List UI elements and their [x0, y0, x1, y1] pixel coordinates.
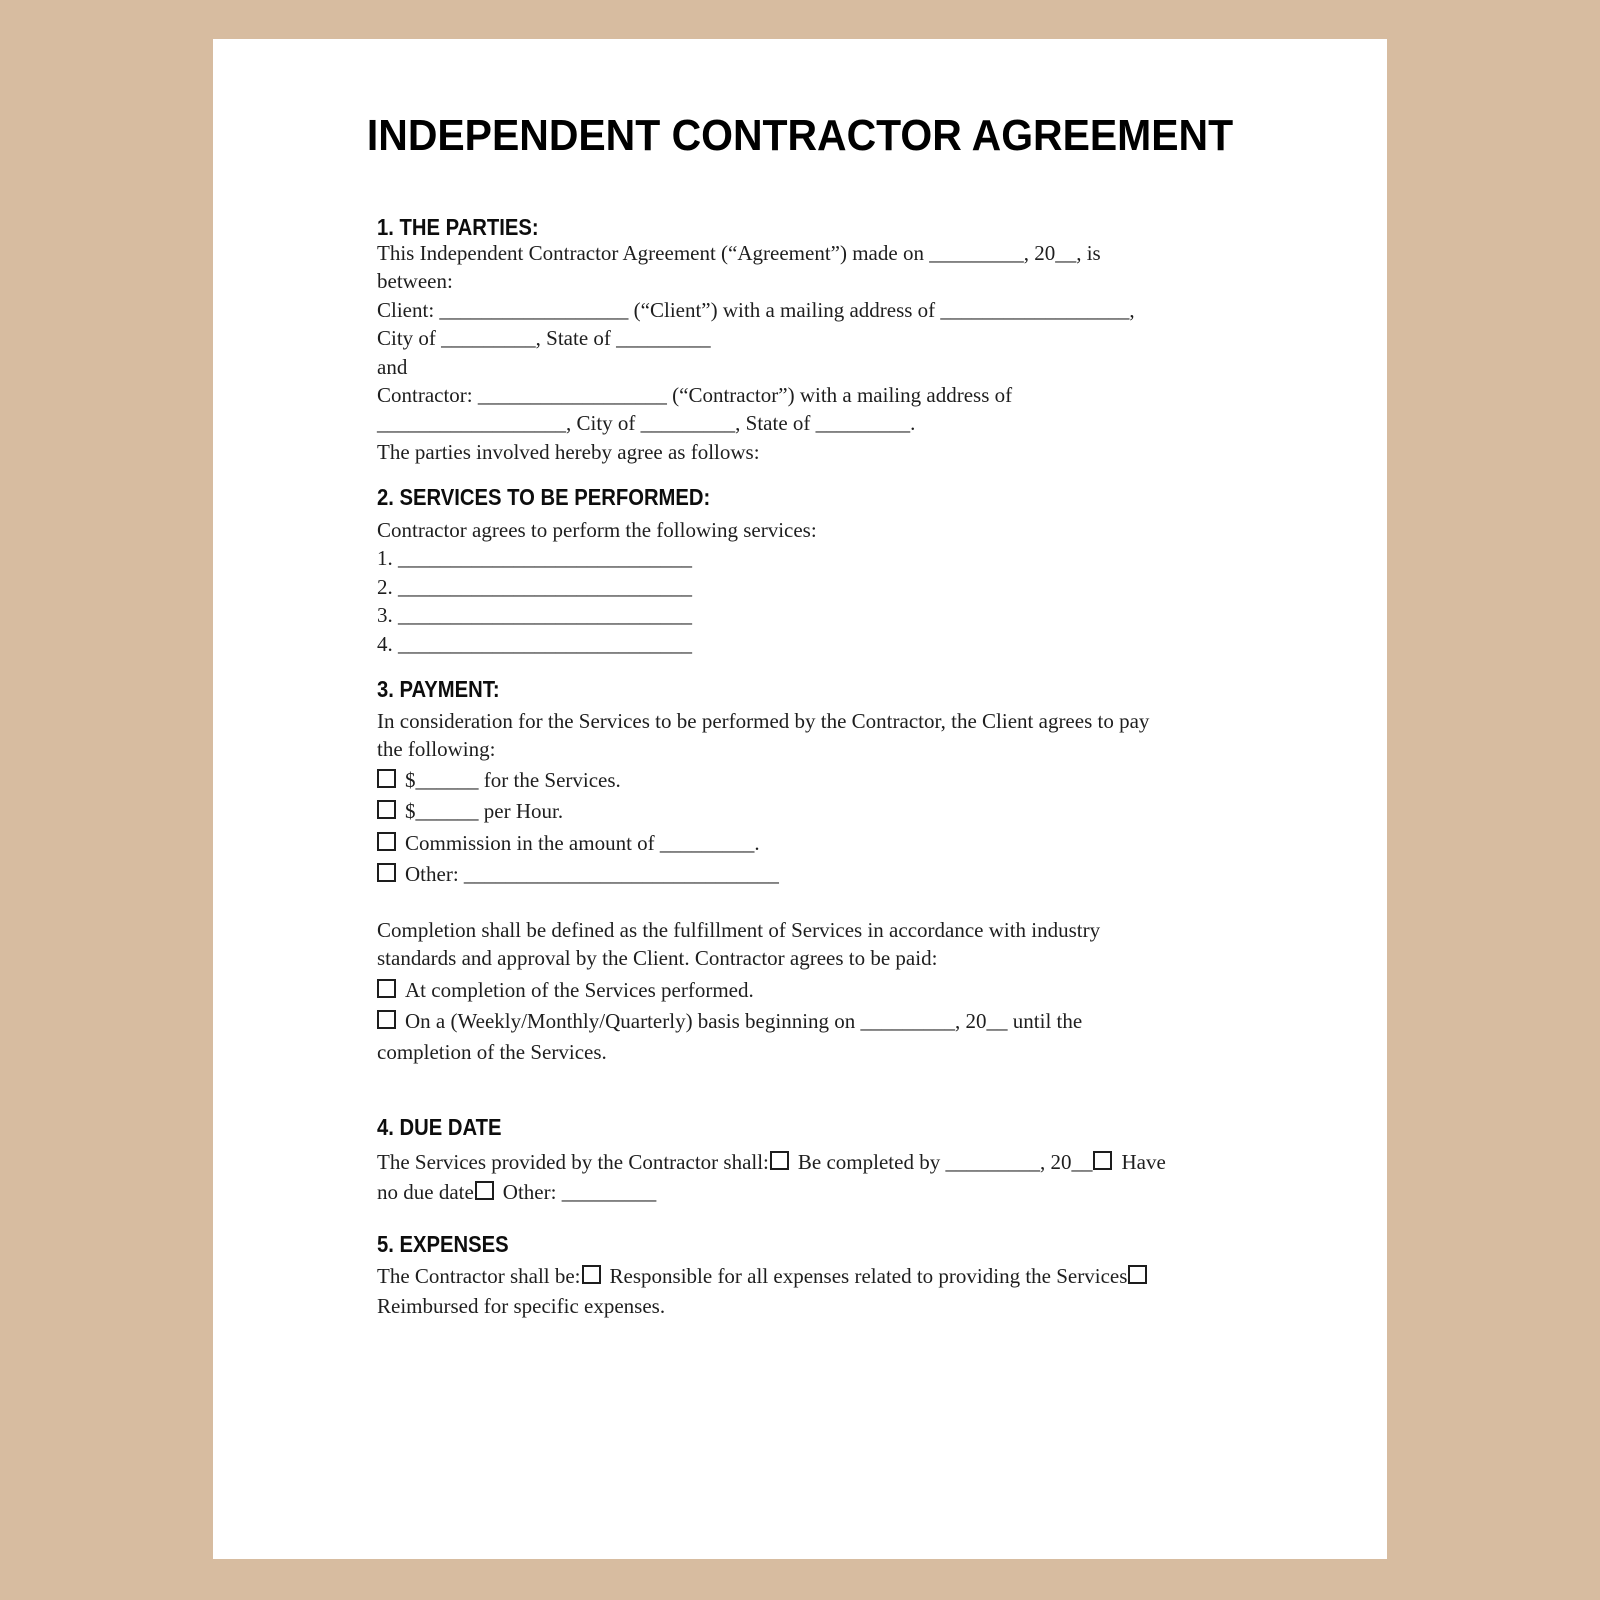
text-line: Contractor agrees to perform the following services:	[377, 518, 817, 542]
parties-heading: 1. THE PARTIES:	[377, 214, 539, 240]
payment-intro	[377, 707, 1207, 764]
text-segment: Responsible for all expenses related to providing the Services	[609, 1264, 1128, 1288]
text-line	[377, 1262, 1207, 1292]
text-segment: The Services provided by the Contractor shall:	[377, 1150, 769, 1174]
text-line: the following:	[377, 737, 496, 762]
text-line	[377, 1148, 1207, 1178]
completion-option-label: At completion of the Services performed.	[405, 978, 754, 1002]
payment-heading: 3. PAYMENT:	[377, 676, 500, 702]
payment-option	[377, 796, 1207, 827]
completion-option	[377, 975, 1207, 1006]
payment-completion-options	[377, 975, 1207, 1067]
text-line: The parties involved hereby agree as follows:	[377, 439, 760, 464]
service-blank-line: 4. ____________________________	[377, 631, 692, 656]
due-date-paragraph	[377, 1148, 1207, 1207]
text-segment: The Contractor shall be:	[377, 1264, 581, 1288]
services-paragraph	[377, 516, 1207, 658]
payment-options	[377, 765, 1207, 890]
checkbox-icon	[770, 1151, 789, 1170]
text-line	[377, 1178, 1207, 1208]
payment-option-label: Other: ______________________________	[405, 861, 779, 886]
text-line: In consideration for the Services to be performed by the Contractor, the Client agrees to pay	[377, 709, 1150, 733]
text-segment: Other: _________	[502, 1179, 657, 1204]
payment-completion-paragraph	[377, 916, 1207, 973]
completion-option	[377, 1006, 1207, 1037]
service-blank-line: 1. ____________________________	[377, 546, 692, 571]
services-heading: 2. SERVICES TO BE PERFORMED:	[377, 484, 711, 510]
text-segment: Be completed by _________, 20__	[797, 1150, 1093, 1174]
text-segment: Have	[1121, 1150, 1166, 1174]
checkbox-icon	[377, 769, 396, 788]
text-line: __________________, City of _________, State of _________.	[377, 411, 916, 436]
payment-option	[377, 859, 1207, 890]
checkbox-icon	[377, 832, 396, 851]
text-line: Client: __________________ (“Client”) with a mailing address of __________________,	[377, 297, 1135, 322]
text-line: City of _________, State of _________	[377, 326, 711, 351]
text-line: Contractor: __________________ (“Contractor”) with a mailing address of	[377, 383, 1013, 408]
service-blank-line: 3. ____________________________	[377, 603, 692, 628]
expenses-heading: 5. EXPENSES	[377, 1231, 509, 1257]
payment-option-label: Commission in the amount of _________.	[405, 830, 760, 855]
checkbox-icon	[1093, 1151, 1112, 1170]
text-line: standards and approval by the Client. Contractor agrees to be paid:	[377, 946, 938, 971]
parties-paragraph	[377, 239, 1207, 466]
checkbox-icon	[475, 1181, 494, 1200]
text-line: between:	[377, 269, 453, 294]
checkbox-icon	[377, 800, 396, 819]
checkbox-icon	[582, 1265, 601, 1284]
payment-option-label: $______ for the Services.	[405, 768, 621, 792]
expenses-paragraph	[377, 1262, 1207, 1321]
document-page	[213, 39, 1387, 1559]
text-line: and	[377, 354, 408, 379]
payment-option-label: $______ per Hour.	[405, 799, 564, 824]
checkbox-icon	[377, 979, 396, 998]
due-date-heading: 4. DUE DATE	[377, 1114, 502, 1140]
text-line: This Independent Contractor Agreement (“Agreement”) made on _________, 20__, is	[377, 241, 1101, 265]
completion-option-label: On a (Weekly/Monthly/Quarterly) basis beginning on _________, 20__ until the	[405, 1008, 1083, 1033]
checkbox-icon	[1128, 1265, 1147, 1284]
payment-option	[377, 828, 1207, 859]
text-segment: no due date	[377, 1179, 474, 1204]
checkbox-icon	[377, 863, 396, 882]
checkbox-icon	[377, 1010, 396, 1029]
document-title: INDEPENDENT CONTRACTOR AGREEMENT	[366, 111, 1234, 160]
service-blank-line: 2. ____________________________	[377, 574, 692, 599]
payment-option	[377, 765, 1207, 796]
text-line: Completion shall be defined as the fulfillment of Services in accordance with industry	[377, 918, 1101, 942]
completion-option-continuation: completion of the Services.	[377, 1039, 607, 1064]
text-line: Reimbursed for specific expenses.	[377, 1293, 666, 1318]
